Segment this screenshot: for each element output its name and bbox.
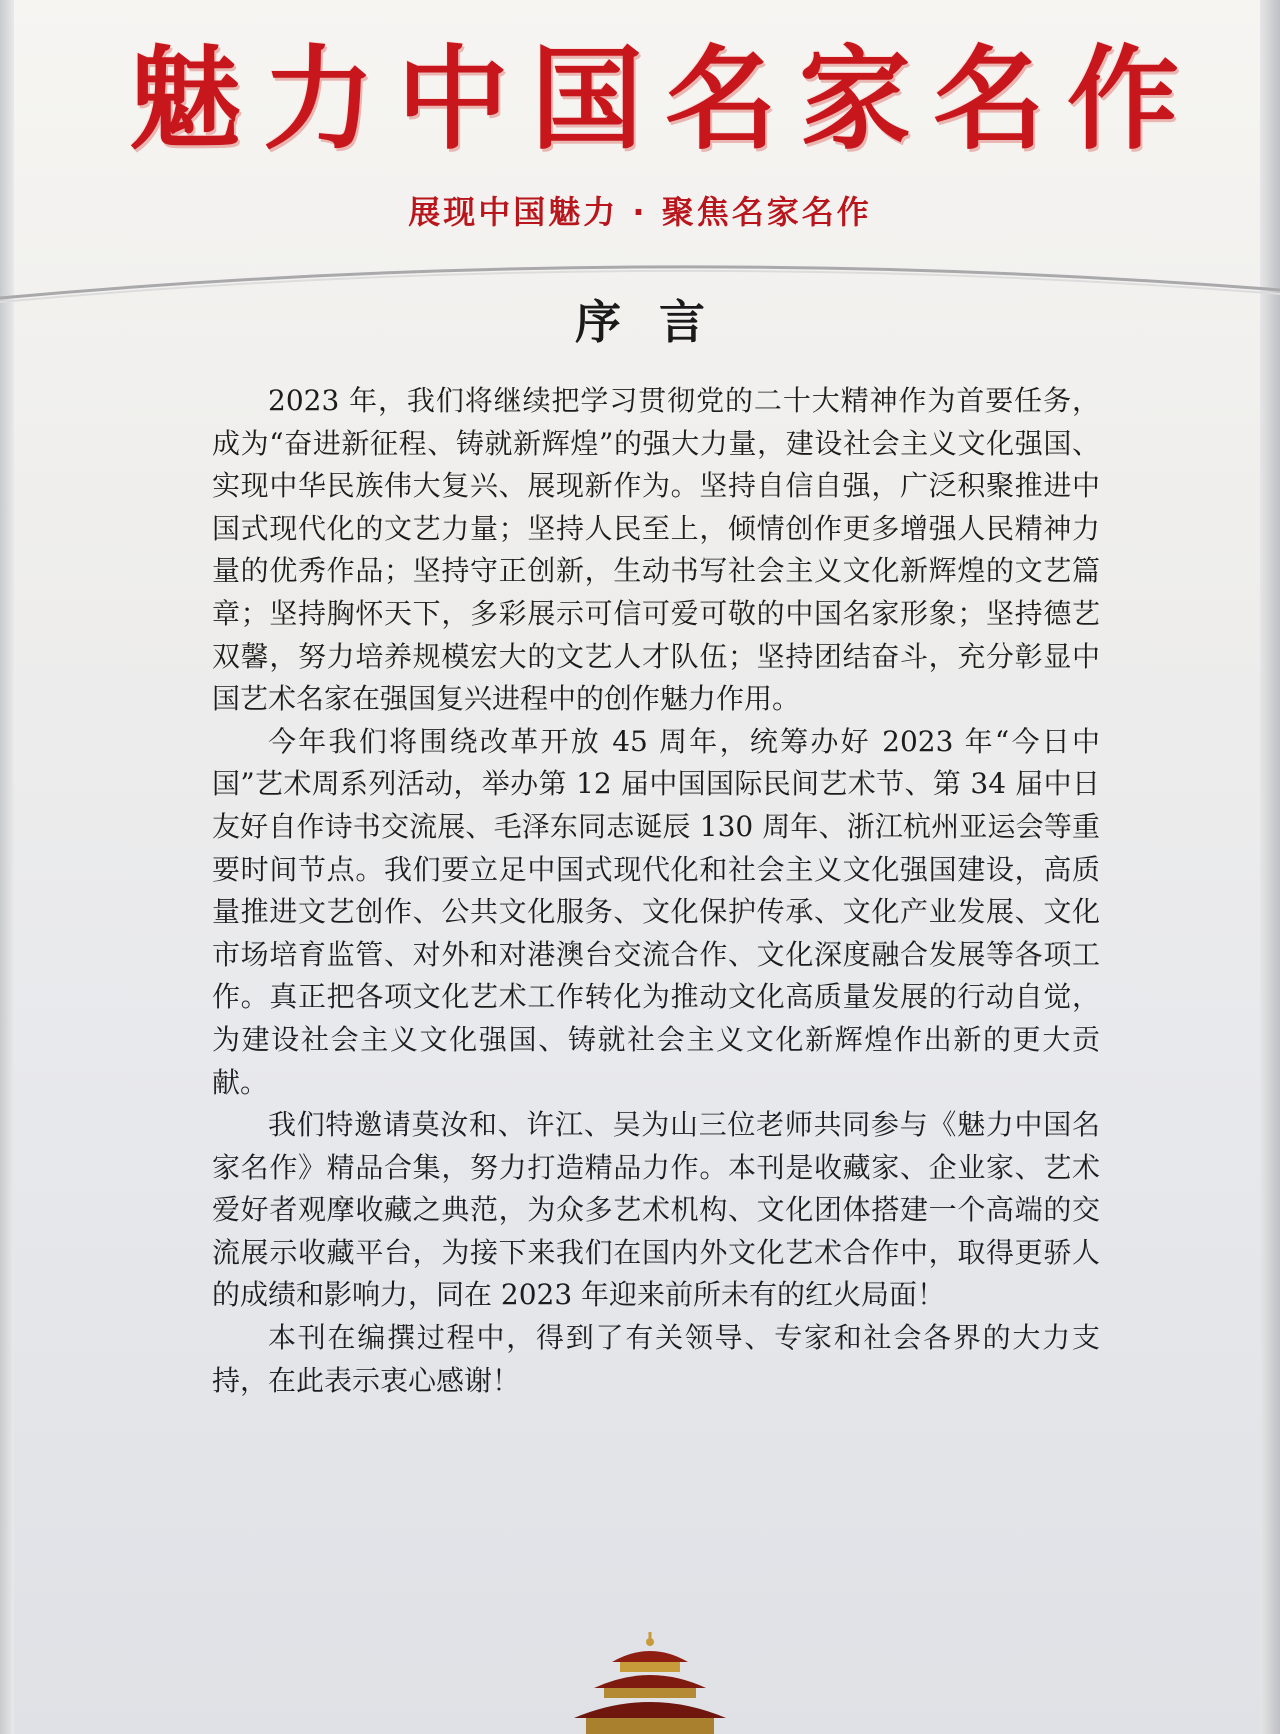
temple-of-heaven-illustration — [550, 1632, 750, 1734]
preface-paragraph-2: 今年我们将围绕改革开放 45 周年，统筹办好 2023 年“今日中国”艺术周系列活动，举办第 12 届中国国际民间艺术节、第 34 届中日友好自作诗书交流展、毛泽东同志诞辰 130 周年、浙江杭州亚运会等重要时间节点。我们要立足中国式现代化和社会主义文化强国建设，高质量推进文艺创作、公共文化服务、文化保护传承、文化产业发展、文化市场培育监管、对外和对港澳台交流合作、文化深度融合发展等各项工作。真正把各项文化艺术工作转化为推动文化高质量发展的行动自觉，为建设社会主义文化强国、铸就社会主义文化新辉煌作出新的更大贡献。 — [212, 724, 1100, 1099]
masthead-title: 魅力中国名家名作 — [129, 34, 1201, 165]
preface-paragraph-3: 我们特邀请莫汝和、许江、吴为山三位老师共同参与《魅力中国名家名作》精品合集，努力打造精品力作。本刊是收藏家、企业家、艺术爱好者观摩收藏之典范，为众多艺术机构、文化团体搭建一个高端的交流展示收藏平台，为接下来我们在国内外文化艺术合作中，取得更骄人的成绩和影响力，同在 2023 年迎来前所未有的红火局面！ — [212, 1108, 1100, 1312]
preface-heading: 序言 — [575, 295, 743, 349]
masthead-subtitle: 展现中国魅力 · 聚焦名家名作 — [408, 193, 872, 231]
preface-body — [212, 380, 1100, 1402]
preface-paragraph-1: 2023 年，我们将继续把学习贯彻党的二十大精神作为首要任务，成为“奋进新征程、铸就新辉煌”的强大力量，建设社会主义文化强国、实现中华民族伟大复兴、展现新作为。坚持自信自强，广泛积聚推进中国式现代化的文艺力量；坚持人民至上，倾情创作更多增强人民精神力量的优秀作品；坚持守正创新，生动书写社会主义文化新辉煌的文艺篇章；坚持胸怀天下，多彩展示可信可爱可敬的中国名家形象；坚持德艺双馨，努力培养规模宏大的文艺人才队伍；坚持团结奋斗，充分彰显中国艺术名家在强国复兴进程中的创作魅力作用。 — [212, 384, 1100, 716]
preface-paragraph-4: 本刊在编撰过程中，得到了有关领导、专家和社会各界的大力支持，在此表示衷心感谢！ — [212, 1321, 1100, 1397]
